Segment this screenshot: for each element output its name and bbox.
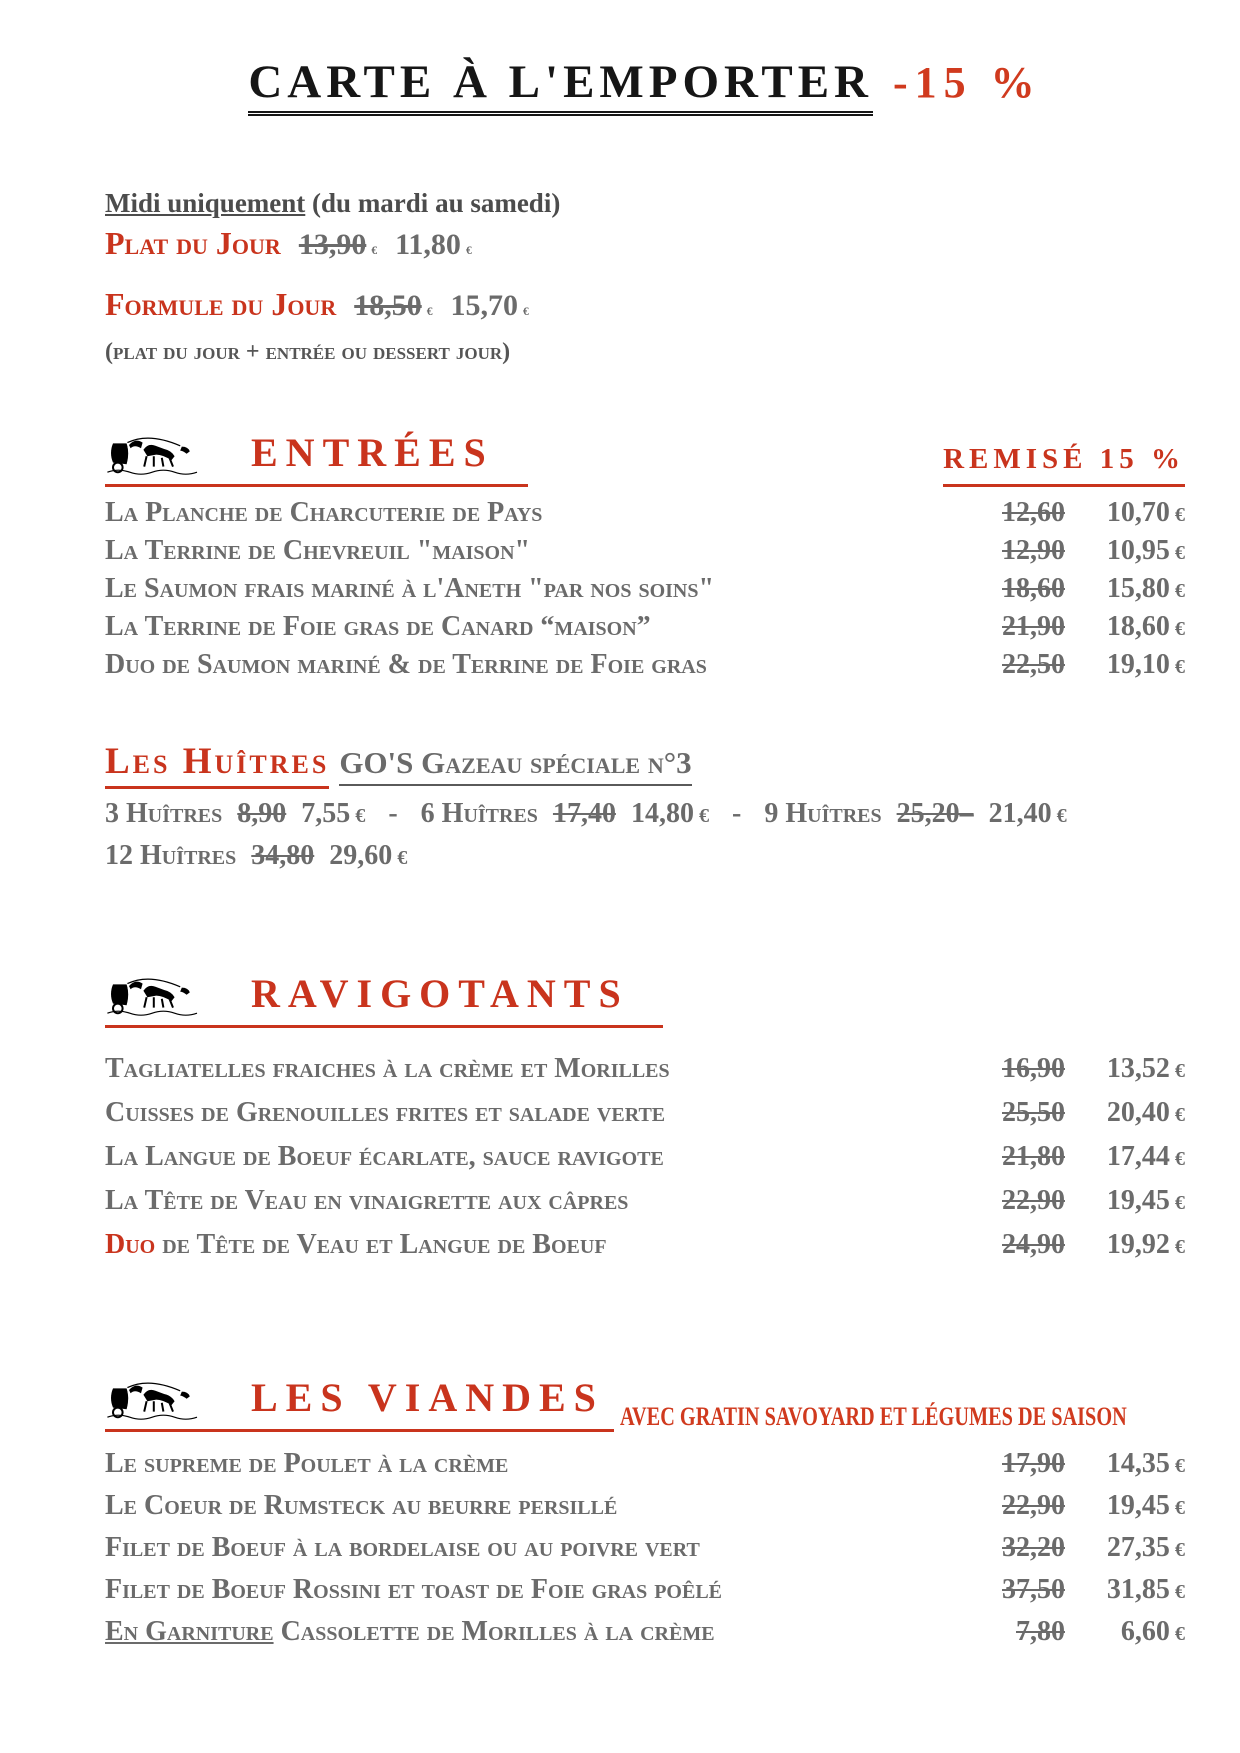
new-price: 19,92 (1106, 1229, 1170, 1260)
euro-sign: € (522, 306, 529, 318)
menu-item (105, 495, 1185, 533)
huitres-subtitle: GO'S Gazeau spéciale n°3 (339, 745, 691, 786)
huitres-header (105, 737, 1185, 794)
availability-text: Midi uniquement (105, 188, 306, 218)
menu-item (105, 1136, 1185, 1180)
availability-line (105, 185, 1185, 221)
menu-item (105, 1486, 1185, 1528)
new-price: 13,52 (1106, 1053, 1170, 1084)
dish-name: Le Saumon frais mariné à l'Aneth "par nos soins" (105, 573, 715, 604)
menu-item (105, 533, 1185, 571)
old-price: 12,90 (1002, 535, 1065, 566)
plat-new-price: 11,80 (395, 228, 461, 261)
separator: - (732, 798, 742, 829)
menu-item (105, 1180, 1185, 1224)
old-price: 37,50 (1002, 1574, 1065, 1605)
old-price: 21,90 (1002, 611, 1065, 642)
new-price: 20,40 (1106, 1097, 1170, 1128)
menu-item (105, 1444, 1185, 1486)
dish-name-underlined: En Garniture (105, 1616, 274, 1647)
remise-header: REMISÉ 15 % (943, 443, 1185, 487)
page-title: CARTE À L'EMPORTER (248, 56, 873, 116)
new-price: 10,95 (1106, 535, 1170, 566)
dish-name: Tagliatelles fraiches à la crème et Morilles (105, 1053, 670, 1084)
plat-du-jour-label: Plat du Jour (105, 225, 281, 261)
old-price: 8,90 (237, 798, 287, 829)
new-price: 19,45 (1106, 1185, 1170, 1216)
plat-du-jour-line (105, 221, 1185, 273)
entrees-header (105, 429, 1185, 487)
formule-new-price: 15,70 (450, 289, 518, 322)
euro-sign: € (1174, 1236, 1185, 1258)
euro-sign: € (1174, 1060, 1185, 1082)
old-price: 12,60 (1002, 497, 1065, 528)
euro-sign: € (1174, 1539, 1185, 1561)
euro-sign: € (426, 306, 433, 318)
dish-name: Filet de Boeuf à la bordelaise ou au poivre vert (105, 1532, 700, 1563)
dish-name: La Terrine de Chevreuil "maison" (105, 535, 531, 566)
ravigotants-rows (105, 1048, 1185, 1268)
ravigotants-header (105, 970, 1185, 1028)
old-price: 34,80 (251, 840, 315, 871)
euro-sign: € (397, 847, 408, 869)
euro-sign: € (1174, 656, 1185, 678)
euro-sign: € (1174, 1623, 1185, 1645)
new-price: 21,40 (988, 798, 1052, 829)
new-price: 18,60 (1106, 611, 1170, 642)
old-price: 18,60 (1002, 573, 1065, 604)
entrees-header-left (105, 429, 528, 487)
oyster-qty: 9 Huîtres (764, 798, 882, 829)
dish-name-rest: de Tête de Veau et Langue de Boeuf (155, 1229, 607, 1260)
stagecoach-icon (105, 972, 209, 1016)
viandes-header (105, 1374, 1185, 1432)
old-price: 32,20 (1002, 1532, 1065, 1563)
oysters-line-2 (105, 836, 1185, 878)
new-price: 7,55 (301, 798, 351, 829)
euro-sign: € (355, 805, 366, 827)
old-price: 22,90 (1002, 1490, 1065, 1521)
section-viandes (105, 1374, 1185, 1654)
euro-sign: € (1174, 1455, 1185, 1477)
menu-item (105, 1048, 1185, 1092)
ravigotants-header-left (105, 970, 663, 1028)
new-price: 31,85 (1106, 1574, 1170, 1605)
viandes-subtitle: AVEC GRATIN SAVOYARD ET LÉGUMES DE SAISON (619, 1402, 1127, 1431)
viandes-header-left (105, 1374, 614, 1432)
euro-sign: € (1174, 580, 1185, 602)
euro-sign: € (1174, 1581, 1185, 1603)
euro-sign: € (371, 245, 378, 257)
ravigotants-title: RAVIGOTANTS (251, 971, 629, 1016)
old-price: 17,90 (1002, 1448, 1065, 1479)
dish-name: Filet de Boeuf Rossini et toast de Foie gras poêlé (105, 1574, 723, 1605)
menu-item (105, 1612, 1185, 1654)
separator: - (388, 798, 398, 829)
old-price: 22,50 (1002, 649, 1065, 680)
menu-item (105, 571, 1185, 609)
new-price: 10,70 (1106, 497, 1170, 528)
section-entrees (105, 429, 1185, 685)
old-price: 25,20– (896, 798, 974, 829)
old-price: 22,90 (1002, 1185, 1065, 1216)
oyster-qty: 12 Huîtres (105, 840, 237, 871)
dish-name: Le supreme de Poulet à la crème (105, 1448, 509, 1479)
section-huitres (105, 737, 1185, 878)
page-header (105, 55, 1185, 109)
menu-item (105, 647, 1185, 685)
dish-name: La Tête de Veau en vinaigrette aux câpres (105, 1185, 629, 1216)
dish-name (105, 1224, 970, 1266)
viandes-title: LES VIANDES (251, 1375, 604, 1420)
entrees-title: ENTRÉES (251, 430, 494, 475)
oyster-qty: 3 Huîtres (105, 798, 223, 829)
old-price: 7,80 (1016, 1616, 1065, 1647)
euro-sign: € (465, 245, 472, 257)
euro-sign: € (1056, 805, 1067, 827)
dish-name: Duo de Saumon mariné & de Terrine de Foie gras (105, 649, 707, 680)
euro-sign: € (698, 805, 710, 827)
euro-sign: € (1174, 1148, 1185, 1170)
viandes-rows (105, 1444, 1185, 1654)
old-price: 24,90 (1002, 1229, 1065, 1260)
dish-name-accent: Duo (105, 1229, 156, 1260)
section-ravigotants (105, 970, 1185, 1268)
euro-sign: € (1174, 504, 1185, 526)
euro-sign: € (1174, 1104, 1185, 1126)
menu-item (105, 1224, 1185, 1268)
dish-name: La Langue de Boeuf écarlate, sauce ravigote (105, 1141, 664, 1172)
intro-block (105, 185, 1185, 369)
huitres-title: Les Huîtres (105, 741, 329, 789)
menu-item (105, 1528, 1185, 1570)
menu-item (105, 609, 1185, 647)
new-price: 17,44 (1106, 1141, 1170, 1172)
new-price: 29,60 (329, 840, 393, 871)
discount-label: -15 % (892, 58, 1042, 107)
dish-name-rest: Cassolette de Morilles à la crème (273, 1616, 715, 1647)
formule-du-jour-line (105, 281, 1185, 335)
dish-name: Cuisses de Grenouilles frites et salade verte (105, 1097, 666, 1128)
dish-name: La Planche de Charcuterie de Pays (105, 497, 543, 528)
oysters-line-1 (105, 794, 1185, 836)
euro-sign: € (1174, 618, 1185, 640)
stagecoach-icon (105, 1376, 209, 1420)
new-price: 14,35 (1106, 1448, 1170, 1479)
old-price: 16,90 (1002, 1053, 1065, 1084)
euro-sign: € (1174, 542, 1185, 564)
entrees-rows (105, 495, 1185, 685)
dish-name (105, 1612, 970, 1652)
menu-item (105, 1570, 1185, 1612)
dish-name: La Terrine de Foie gras de Canard “maison” (105, 611, 651, 642)
dish-name: Le Coeur de Rumsteck au beurre persillé (105, 1490, 618, 1521)
euro-sign: € (1174, 1497, 1185, 1519)
old-price: 21,80 (1002, 1141, 1065, 1172)
plat-old-price: 13,90 (298, 228, 367, 261)
new-price: 14,80 (630, 798, 694, 829)
new-price: 19,10 (1106, 649, 1170, 680)
oyster-qty: 6 Huîtres (420, 798, 538, 829)
formule-old-price: 18,50 (354, 289, 422, 322)
new-price: 27,35 (1106, 1532, 1170, 1563)
old-price: 25,50 (1002, 1097, 1065, 1128)
old-price: 17,40 (552, 798, 616, 829)
new-price: 19,45 (1106, 1490, 1170, 1521)
new-price: 15,80 (1106, 573, 1170, 604)
menu-item (105, 1092, 1185, 1136)
new-price: 6,60 (1120, 1616, 1170, 1647)
availability-note: (du mardi au samedi) (305, 188, 561, 218)
formule-note: (plat du jour + entrée ou dessert jour) (105, 339, 511, 365)
stagecoach-icon (105, 431, 209, 475)
euro-sign: € (1174, 1192, 1185, 1214)
formule-du-jour-label: Formule du Jour (105, 286, 337, 322)
